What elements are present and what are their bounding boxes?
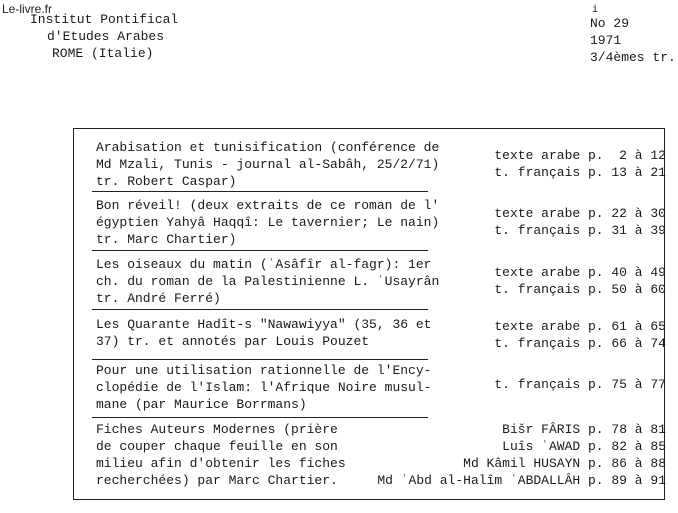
entry-line: Arabisation et tunisification (conférence de	[96, 140, 440, 155]
entry-line: 37) tr. et annotés par Louis Pouzet	[96, 334, 370, 349]
page-ref: t. français p. 75 à 77	[494, 377, 666, 392]
page-ref: t. français p. 13 à 21	[494, 165, 666, 180]
entry-line: tr. Marc Chartier)	[96, 232, 237, 247]
page-ref: texte arabe p. 40 à 49	[494, 265, 666, 280]
issue-number: No 29	[590, 16, 630, 31]
entry-separator	[92, 250, 428, 251]
entry-separator	[92, 309, 428, 310]
issue-info	[590, 7, 676, 66]
watermark-text: Le-livre.fr	[2, 2, 53, 16]
page-ref: texte arabe p. 22 à 30	[494, 206, 666, 221]
entry-separator	[92, 359, 428, 360]
institute-subtitle: d'Etudes Arabes	[47, 29, 165, 44]
entry-line: tr. André Ferré)	[96, 291, 221, 306]
entry-line: ch. du roman de la Palestinienne L. ʿUsayrân	[96, 274, 440, 289]
page-ref: texte arabe p. 61 à 65	[494, 319, 666, 334]
institution-header	[30, 11, 178, 62]
entry-line: tr. Robert Caspar)	[96, 174, 237, 189]
contents-entry	[96, 256, 666, 307]
entry-line: mane (par Maurice Borrmans)	[96, 397, 307, 412]
entry-line: clopédie de l'Islam: l'Afrique Noire musul-	[96, 380, 432, 395]
contents-entry	[96, 316, 666, 351]
contents-entry	[96, 362, 666, 413]
entry-line: Bon réveil! (deux extraits de ce roman de l'	[96, 198, 440, 213]
contents-box	[73, 128, 665, 500]
institute-city: ROME (Italie)	[52, 46, 154, 61]
institute-name: Institut Pontifical	[30, 12, 179, 27]
contents-entry	[96, 197, 666, 248]
page-ref: Luîs ʿAWAD p. 82 à 85	[502, 439, 666, 454]
issue-quarter: 3/4èmes tr.	[590, 50, 676, 65]
entry-separator	[92, 191, 428, 192]
entry-line: Fiches Auteurs Modernes (prière	[96, 422, 338, 437]
entry-line: Md Mzali, Tunis - journal al-Sabâh, 25/2/71)	[96, 157, 440, 172]
issue-mark: i	[592, 5, 599, 16]
entry-line: égyptien Yahyâ Haqqî: Le tavernier; Le nain)	[96, 215, 440, 230]
contents-entry	[96, 139, 666, 190]
contents-entry	[96, 421, 666, 489]
page-ref: Md ʿAbd al-Halîm ʿABDALLÂH p. 89 à 91	[377, 473, 666, 488]
page-ref: texte arabe p. 2 à 12	[494, 148, 666, 163]
entry-line: de couper chaque feuille en son	[96, 439, 338, 454]
entry-line: Les Quarante Hadît-s "Nawawiyya" (35, 36 et	[96, 317, 432, 332]
issue-year: 1971	[590, 33, 622, 48]
page-ref: Md Kâmil HUSAYN p. 86 à 88	[463, 456, 666, 471]
entry-line: recherchées) par Marc Chartier.	[96, 473, 338, 488]
page-ref: t. français p. 31 à 39	[494, 223, 666, 238]
entry-line: milieu afin d'obtenir les fiches	[96, 456, 346, 471]
page-ref: t. français p. 66 à 74	[494, 336, 666, 351]
entry-line: Les oiseaux du matin (ʿAsâfîr al-fagr): 1er	[96, 257, 432, 272]
page-ref: t. français p. 50 à 60	[494, 282, 666, 297]
entry-line: Pour une utilisation rationnelle de l'Ency-	[96, 363, 432, 378]
page-ref: Bišr FÂRIS p. 78 à 81	[502, 422, 666, 437]
entry-separator	[92, 417, 428, 418]
